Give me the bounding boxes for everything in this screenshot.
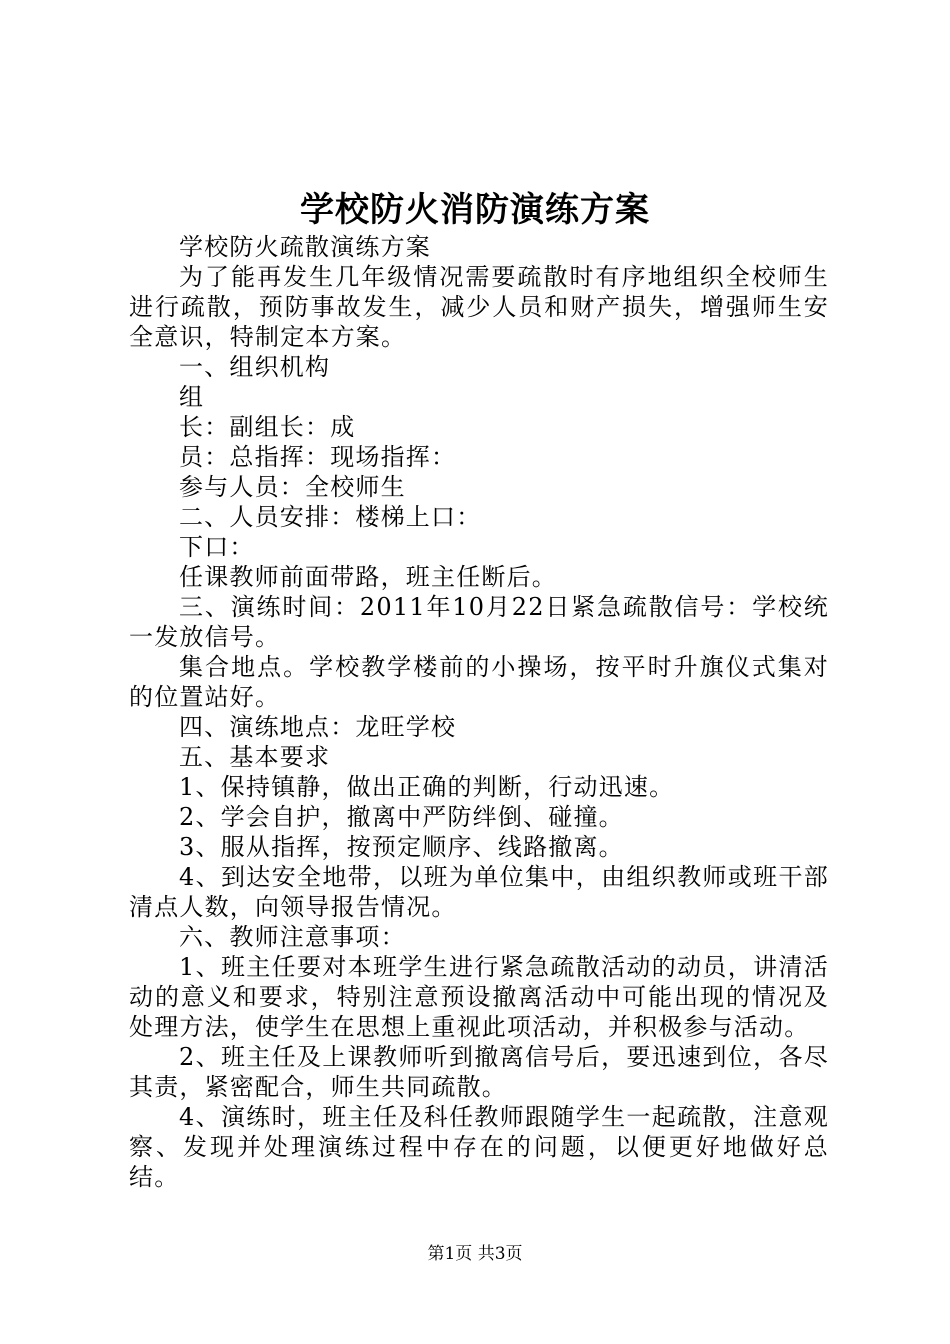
paragraph: 任课教师前面带路，班主任断后。 bbox=[179, 563, 557, 591]
section-heading: 二、人员安排：楼梯上口： bbox=[179, 503, 482, 531]
list-item: 4、演练时，班主任及科任教师跟随学生一起疏散，注意观察、发现并处理演练过程中存在的问题，以便更好地做好总结。 bbox=[129, 1103, 829, 1191]
section-heading: 五、基本要求 bbox=[179, 743, 331, 771]
paragraph: 员：总指挥：现场指挥： bbox=[179, 443, 457, 471]
page-footer: 第1页 共3页 bbox=[427, 1244, 523, 1264]
list-item: 1、保持镇静，做出正确的判断，行动迅速。 bbox=[179, 773, 675, 801]
paragraph: 下口： bbox=[179, 533, 255, 561]
paragraph: 长：副组长：成 bbox=[179, 413, 356, 441]
list-item: 1、班主任要对本班学生进行紧急疏散活动的动员，讲清活动的意义和要求，特别注意预设撤离活动中可能出现的情况及处理方法，使学生在思想上重视此项活动，并积极参与活动。 bbox=[129, 953, 829, 1041]
section-heading: 一、组织机构 bbox=[179, 353, 331, 381]
list-item: 2、班主任及上课教师听到撤离信号后，要迅速到位，各尽其责，紧密配合，师生共同疏散。 bbox=[129, 1043, 829, 1101]
paragraph: 集合地点。学校教学楼前的小操场，按平时升旗仪式集对的位置站好。 bbox=[129, 653, 829, 711]
paragraph: 学校防火疏散演练方案 bbox=[179, 233, 431, 261]
paragraph: 参与人员：全校师生 bbox=[179, 473, 406, 501]
list-item: 3、服从指挥，按预定顺序、线路撤离。 bbox=[179, 833, 624, 861]
paragraph: 组 bbox=[179, 383, 205, 411]
section-heading: 四、演练地点：龙旺学校 bbox=[179, 713, 457, 741]
section-heading: 三、演练时间：2011年10月22日紧急疏散信号：学校统一发放信号。 bbox=[129, 593, 829, 651]
paragraph: 为了能再发生几年级情况需要疏散时有序地组织全校师生进行疏散，预防事故发生，减少人员和财产损失，增强师生安全意识，特制定本方案。 bbox=[129, 263, 829, 351]
section-heading: 六、教师注意事项： bbox=[179, 923, 406, 951]
list-item: 4、到达安全地带，以班为单位集中，由组织教师或班干部清点人数，向领导报告情况。 bbox=[129, 863, 829, 921]
list-item: 2、学会自护，撤离中严防绊倒、碰撞。 bbox=[179, 803, 624, 831]
document-body bbox=[129, 232, 829, 1192]
document-title: 学校防火消防演练方案 bbox=[300, 190, 650, 230]
